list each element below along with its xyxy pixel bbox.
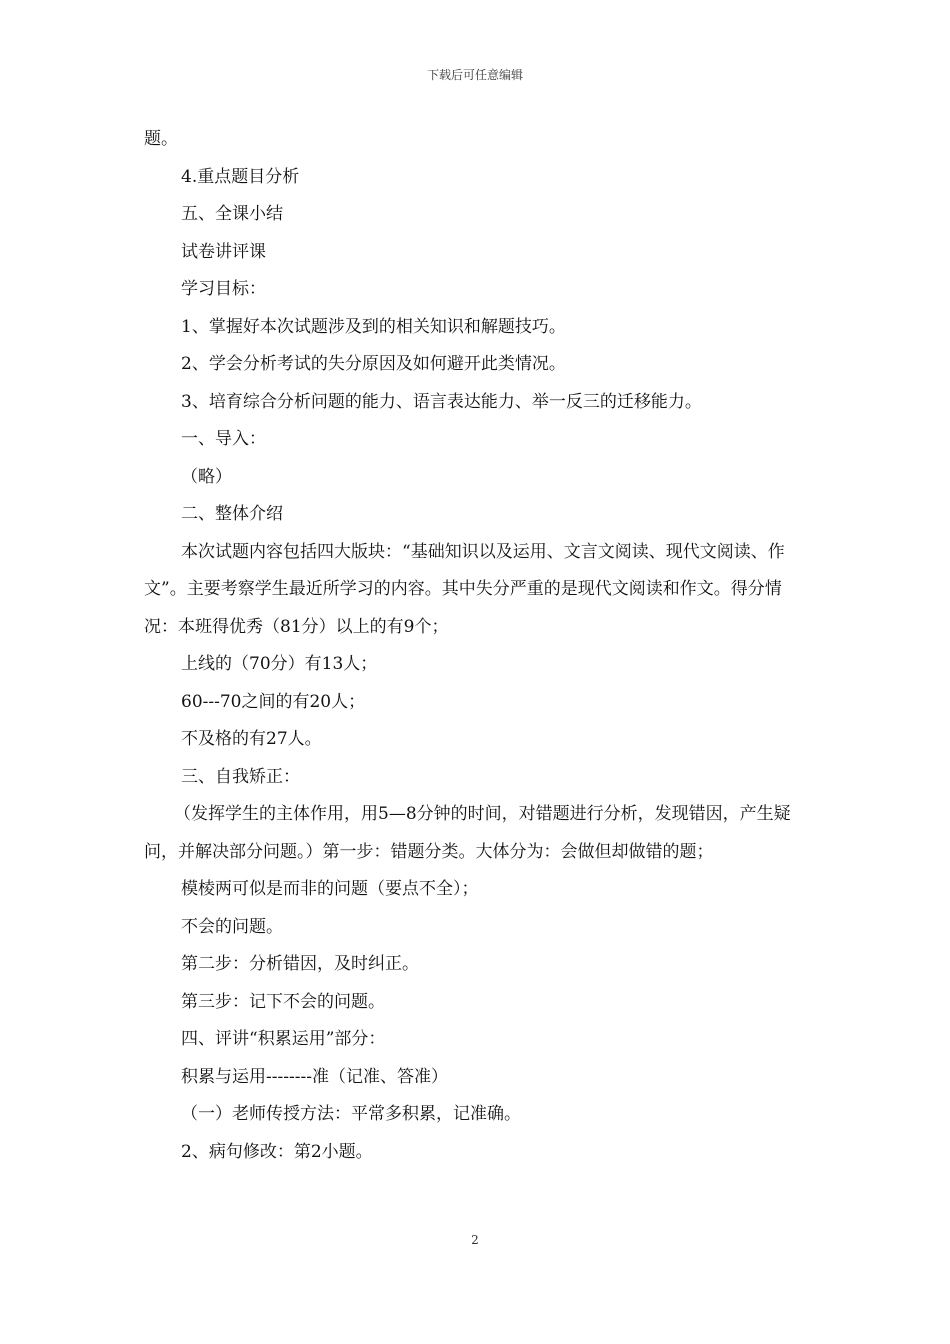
paragraph: 二、整体介绍 xyxy=(181,504,283,524)
paragraph: 第三步：记下不会的问题。 xyxy=(181,991,385,1012)
paragraph: 四、评讲“积累运用”部分： xyxy=(181,1029,386,1049)
paragraph: 五、全课小结 xyxy=(181,204,283,224)
paragraph: 试卷讲评课 xyxy=(181,241,266,262)
paragraph: 积累与运用--------准（记准、答准） xyxy=(181,1066,448,1087)
paragraph: 一、导入： xyxy=(181,429,266,449)
paragraph: 学习目标： xyxy=(181,279,266,299)
paragraph: 不会的问题。 xyxy=(181,916,283,937)
paragraph: （略） xyxy=(181,466,232,487)
paragraph: 3、培育综合分析问题的能力、语言表达能力、举一反三的迁移能力。 xyxy=(181,391,702,412)
paragraph: 第二步：分析错因，及时纠正。 xyxy=(181,954,419,974)
paragraph: （发挥学生的主体作用，用5—8分钟的时间，对错题进行分析，发现错因，产生疑问，并解决部分问题。）第一步：错题分类。大体分为：会做但却做错的题； xyxy=(144,804,791,862)
paragraph: 2、学会分析考试的失分原因及如何避开此类情况。 xyxy=(181,354,566,374)
paragraph: 不及格的有27人。 xyxy=(181,729,322,749)
paragraph: 三、自我矫正： xyxy=(181,766,300,787)
paragraph: 上线的（70分）有13人； xyxy=(181,654,378,674)
paragraph: 2、病句修改：第2小题。 xyxy=(181,1141,373,1162)
paragraph: 4.重点题目分析 xyxy=(181,166,300,187)
page-number: 2 xyxy=(471,1233,479,1247)
paragraph: 题。 xyxy=(144,129,178,149)
paragraph: 模棱两可似是而非的问题（要点不全）； xyxy=(181,879,479,899)
document-body xyxy=(144,121,808,1171)
paragraph: 1、掌握好本次试题涉及到的相关知识和解题技巧。 xyxy=(181,316,566,337)
paragraph: 60---70之间的有20人； xyxy=(181,691,366,712)
page-header: 下载后可任意编辑 xyxy=(426,68,523,82)
paragraph: 本次试题内容包括四大版块：“基础知识以及运用、文言文阅读、现代文阅读、作文”。主要考察学生最近所学习的内容。其中失分严重的是现代文阅读和作文。得分情况：本班得优秀（81分）以上的有9个； xyxy=(144,541,785,637)
paragraph: （一）老师传授方法：平常多积累，记准确。 xyxy=(181,1104,521,1124)
